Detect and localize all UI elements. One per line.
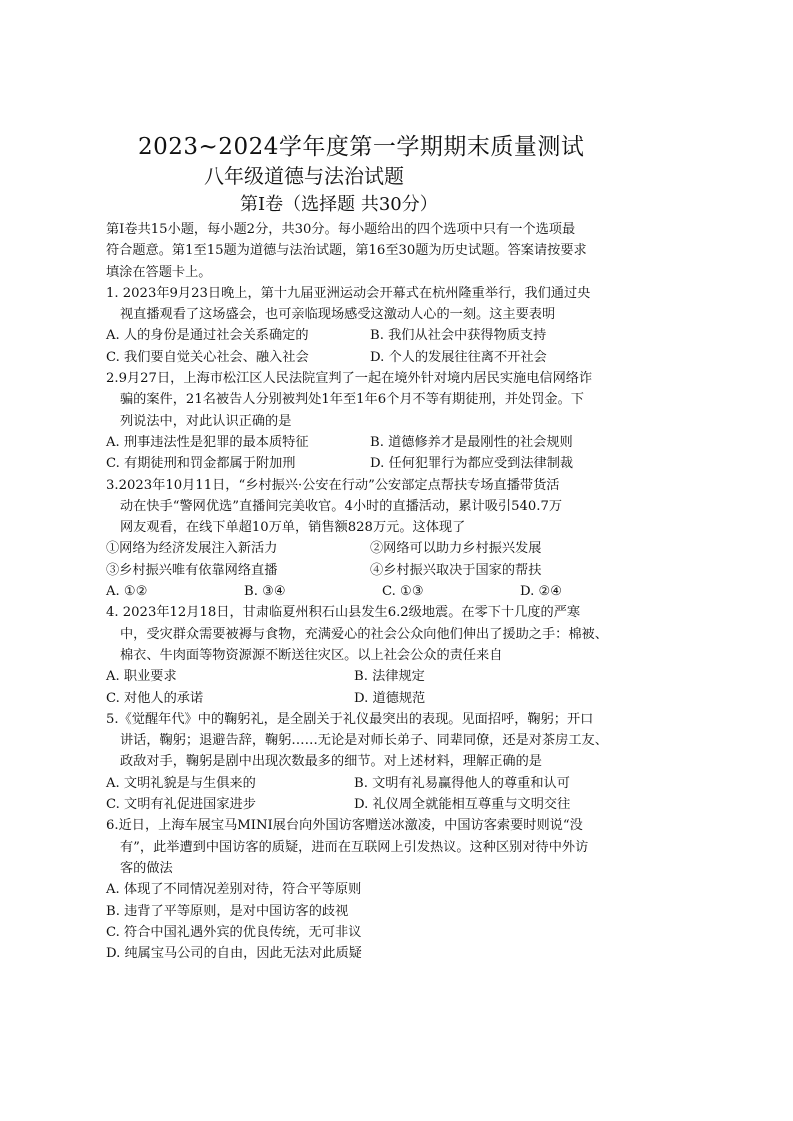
option-d: D. 任何犯罪行为都应受到法律制裁 (370, 456, 574, 472)
question-2-options (106, 432, 686, 453)
question-5-options (106, 794, 686, 815)
statement-4: ④乡村振兴取决于国家的帮扶 (370, 562, 542, 578)
exam-subtitle: 八年级道德与法治试题 (204, 164, 404, 188)
statement-1: ①网络为经济发展注入新活力 (106, 541, 278, 557)
intro-line: 填涂在答题卡上。 (106, 264, 212, 280)
statement-2: ②网络可以助力乡村振兴发展 (370, 541, 542, 557)
exam-title: 2023~2024学年度第一学期期末质量测试 (138, 134, 585, 160)
option-a: A. 文明礼貌是与生俱来的 (106, 775, 256, 791)
exam-content (106, 219, 686, 964)
question-3-statements (106, 538, 686, 559)
question-5-stem: 讲话，鞠躬；退避告辞，鞠躬……无论是对师长弟子、同辈同僚，还是对茶房工友、 (120, 733, 608, 749)
question-3-stem: 动在快手“警网优选”直播间完美收官。4小时的直播活动，累计吸引540.7万 (120, 498, 563, 514)
option-b: B. 我们从社会中获得物质支持 (370, 328, 547, 344)
option-c: C. 文明有礼促进国家进步 (106, 797, 256, 813)
option-c: C. 有期徒刑和罚金都属于附加刑 (106, 456, 296, 472)
question-2-stem: 列说法中，对此认识正确的是 (120, 413, 292, 429)
option-b: B. 道德修养才是最刚性的社会规则 (370, 434, 573, 450)
option-d: D. 纯属宝马公司的自由，因此无法对此质疑 (106, 946, 362, 962)
option-a: A. 刑事违法性是犯罪的最本质特征 (106, 434, 309, 450)
question-1-options (106, 347, 686, 368)
question-4-stem: 中，受灾群众需要被褥与食物，充满爱心的社会公众向他们伸出了援助之手：棉被、 (120, 626, 608, 642)
intro-line: 符合题意。第1至15题为道德与法治试题，第16至30题为历史试题。答案请按要求 (106, 243, 587, 259)
option-b: B. 法律规定 (354, 669, 425, 685)
question-1-stem: 1. 2023年9月23日晚上，第十九届亚洲运动会开幕式在杭州隆重举行，我们通过央 (106, 285, 591, 301)
question-4-options (106, 688, 686, 709)
question-1-stem: 视直播观看了这场盛会，也可亲临现场感受这激动人心的一刻。这主要表明 (120, 307, 556, 323)
question-4-stem: 4. 2023年12月18日，甘肃临夏州积石山县发生6.2级地震。在零下十几度的严寒 (106, 605, 581, 621)
question-4-stem: 棉衣、牛肉面等物资源源不断送往灾区。以上社会公众的责任来自 (120, 647, 503, 663)
option-a: A. 职业要求 (106, 669, 177, 685)
option-d: D. 道德规范 (354, 690, 426, 706)
option-b: B. 文明有礼易赢得他人的尊重和认可 (354, 775, 570, 791)
option-a: A. 人的身份是通过社会关系确定的 (106, 328, 309, 344)
question-1-options (106, 325, 686, 346)
question-2-stem: 骗的案件，21名被告人分别被判处1年至1年6个月不等有期徒刑，并处罚金。下 (120, 392, 584, 408)
statement-3: ③乡村振兴唯有依靠网络直播 (106, 562, 278, 578)
option-b: B. 违背了平等原则，是对中国访客的歧视 (106, 903, 349, 919)
question-6-stem: 客的做法 (120, 860, 173, 876)
question-2-stem: 2.9月27日，上海市松江区人民法院宣判了一起在境外针对境内居民实施电信网络诈 (106, 371, 593, 387)
question-3-statements (106, 560, 686, 581)
question-2-options (106, 453, 686, 474)
question-6-stem: 6.近日，上海车展宝马MINI展台向外国访客赠送冰激凌，中国访客索要时则说“没 (106, 818, 583, 834)
option-c: C. 我们要自觉关心社会、融入社会 (106, 349, 309, 365)
question-3-stem: 3.2023年10月11日，“乡村振兴·公安在行动”公安部定点帮扶专场直播带货活 (106, 477, 560, 493)
question-4-options (106, 666, 686, 687)
option-d: D. ②④ (520, 584, 563, 600)
question-5-stem: 5.《觉醒年代》中的鞠躬礼，是全剧关于礼仪最突出的表现。见面招呼，鞠躬；开口 (106, 711, 594, 727)
option-a: A. 体现了不同情况差别对待，符合平等原则 (106, 882, 362, 898)
question-5-stem: 政敌对手，鞠躬是剧中出现次数最多的细节。对上述材料，理解正确的是 (120, 754, 542, 770)
section-heading: 第Ⅰ卷（选择题 共30分） (240, 194, 438, 215)
option-d: D. 个人的发展往往离不开社会 (370, 349, 547, 365)
option-d: D. 礼仪周全就能相互尊重与文明交往 (354, 797, 571, 813)
option-a: A. ①② (106, 584, 148, 600)
question-3-options (106, 581, 686, 602)
question-5-options (106, 773, 686, 794)
option-c: C. 符合中国礼遇外宾的优良传统，无可非议 (106, 924, 362, 940)
question-6-stem: 有”，此举遭到中国访客的质疑，进而在互联网上引发热议。这种区别对待中外访 (120, 839, 589, 855)
question-3-stem: 网友观看，在线下单超10万单，销售额828万元。这体现了 (120, 520, 466, 536)
option-b: B. ③④ (244, 584, 286, 600)
option-c: C. 对他人的承诺 (106, 690, 204, 706)
option-c: C. ①③ (382, 584, 424, 600)
intro-line: 第Ⅰ卷共15小题，每小题2分，共30分。每小题给出的四个选项中只有一个选项最 (106, 222, 576, 237)
